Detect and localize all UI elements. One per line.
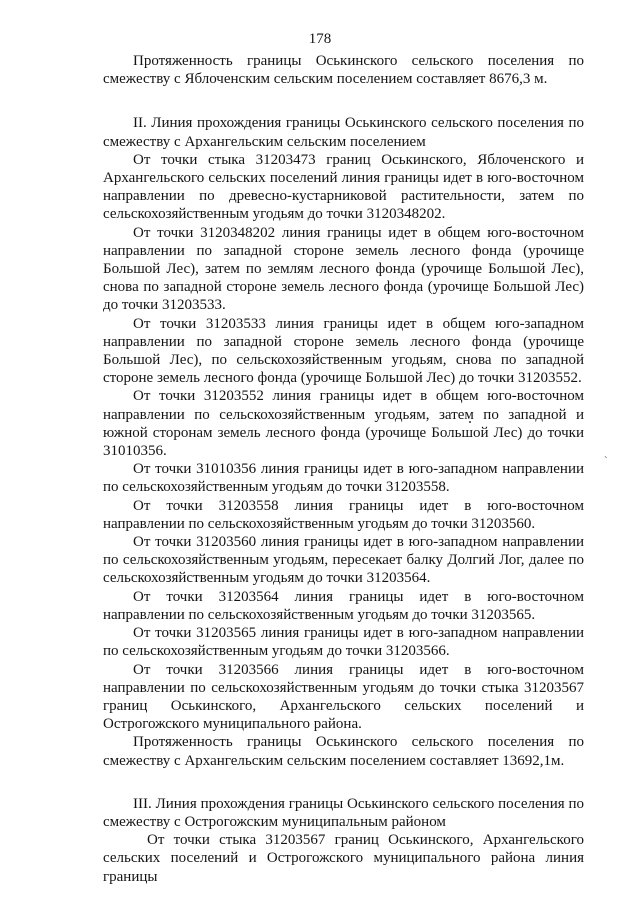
paragraph-boundary-segment: От точки 31203566 линия границы идет в юго-восточном направлении по сельскохозяйственным угодьям до точки стыка 31203567 границ Оськинского, Архангельского сельских поселений и Острогожского муниципального района.: [103, 661, 584, 733]
section-heading-ii: II. Линия прохождения границы Оськинского сельского поселения по смежеству с Архангельским сельским поселением: [103, 115, 584, 150]
paragraph-boundary-segment: От точки 31203564 линия границы идет в юго-восточном направлении по сельскохозяйственным угодьям до точки 31203565.: [103, 588, 584, 623]
paragraph-boundary-segment: От точки 31203552 линия границы идет в общем юго-восточном направлении по сельскохозяйственным угодьям, затем по западной и южной сторонам земель лесного фонда (урочище Большой Лес) до точки 31010356.: [103, 388, 584, 460]
paragraph-boundary-segment: От точки 31203565 линия границы идет в юго-западном направлении по сельскохозяйственным угодьям до точки 31203566.: [103, 625, 584, 660]
scan-mark: `: [604, 455, 608, 467]
paragraph-boundary-segment: От точки стыка 31203567 границ Оськинского, Архангельского сельских поселений и Острогожского муниципального района линия границы: [103, 832, 584, 885]
paragraph-boundary-segment: От точки 31203558 линия границы идет в юго-восточном направлении по сельскохозяйственным угодьям до точки 31203560.: [103, 497, 584, 532]
section-spacer: [103, 88, 584, 114]
paragraph-boundary-segment: От точки 3120348202 линия границы идет в общем юго-восточном направлении по западной стороне земель лесного фонда (урочище Большой Лес), затем по землям лесного фонда (урочище Большой Лес), снова по западной стороне земель лесного фонда (урочище Большой Лес) до точки 31203533.: [103, 224, 584, 314]
paragraph-length-yablochenskoe: Протяженность границы Оськинского сельского поселения по смежеству с Яблоченским сельским поселением составляет 8676,3 м.: [103, 53, 584, 88]
paragraph-length-arkhangelskoe: Протяженность границы Оськинского сельского поселения по смежеству с Архангельским сельским поселением составляет 13692,1м.: [103, 734, 584, 769]
page-number: 178: [308, 31, 332, 47]
paragraph-boundary-segment: От точки стыка 31203473 границ Оськинского, Яблоченского и Архангельского сельских поселений линия границы идет в юго-восточном направлении по древесно-кустарниковой растительности, затем по сельскохозяйственным угодьям до точки 3120348202.: [103, 151, 584, 223]
section-heading-iii: III. Линия прохождения границы Оськинского сельского поселения по смежеству с Острогожским муниципальным районом: [103, 795, 584, 830]
section-spacer: [103, 770, 584, 795]
document-body: [103, 52, 584, 886]
paragraph-boundary-segment: От точки 31010356 линия границы идет в юго-западном направлении по сельскохозяйственным угодьям до точки 31203558.: [103, 461, 584, 496]
paragraph-boundary-segment: От точки 31203560 линия границы идет в юго-западном направлении по сельскохозяйственным угодьям, пересекает балку Долгий Лог, далее по сельскохозяйственным угодьям до точки 31203564.: [103, 534, 584, 587]
paragraph-boundary-segment: От точки 31203533 линия границы идет в общем юго-западном направлении по западной стороне земель лесного фонда (урочище Большой Лес), по сельскохозяйственным угодьям, снова по западной стороне земель лесного фонда (урочище Большой Лес) до точки 31203552.: [103, 315, 584, 387]
